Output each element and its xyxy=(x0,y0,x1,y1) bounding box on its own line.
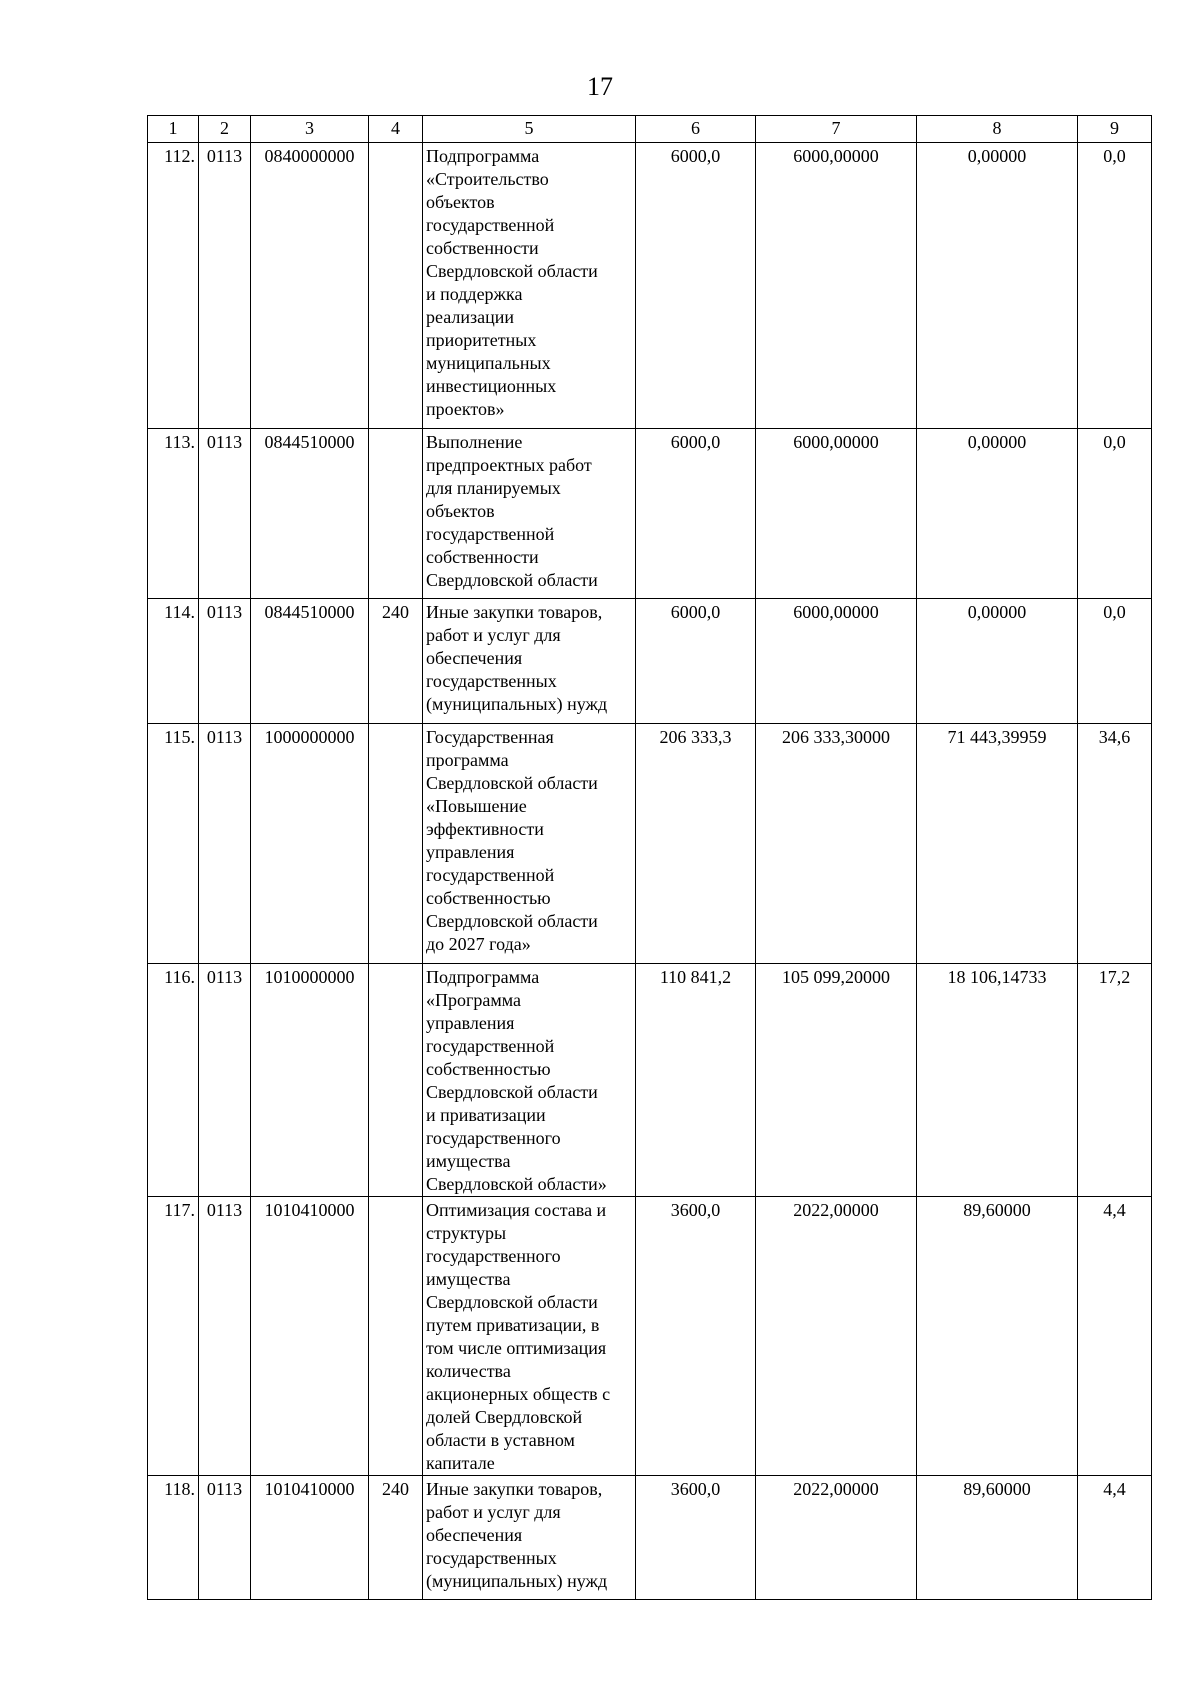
item-name xyxy=(423,724,636,964)
item-name-line: эффективности xyxy=(426,819,544,839)
value-col-6: 3600,0 xyxy=(636,1197,756,1476)
section-code: 0113 xyxy=(199,964,251,1197)
item-name-line: имущества xyxy=(426,1269,511,1289)
item-name-line: управления xyxy=(426,842,515,862)
target-code: 1010410000 xyxy=(251,1197,369,1476)
item-name-line: Свердловской области xyxy=(426,911,598,931)
col-header-2: 2 xyxy=(199,116,251,143)
item-name-line: государственной xyxy=(426,865,555,885)
item-name-line: государственного xyxy=(426,1246,561,1266)
item-name-line: «Повышение xyxy=(426,796,527,816)
row-number: 117. xyxy=(148,1197,199,1476)
expense-type-code: 240 xyxy=(369,1476,423,1600)
item-name-line: «Строительство xyxy=(426,169,549,189)
item-name-line: управления xyxy=(426,1013,515,1033)
item-name-line: (муниципальных) нужд xyxy=(426,1571,608,1591)
item-name-line: собственности xyxy=(426,547,539,567)
item-name-line: Подпрограмма xyxy=(426,967,540,987)
value-col-7: 2022,00000 xyxy=(756,1197,917,1476)
item-name-line: обеспечения xyxy=(426,648,523,668)
item-name-line: капитале xyxy=(426,1453,495,1473)
item-name-line: Свердловской области xyxy=(426,261,598,281)
item-name-line: государственной xyxy=(426,524,555,544)
item-name xyxy=(423,1476,636,1600)
value-col-9: 0,0 xyxy=(1078,599,1152,724)
item-name-line: работ и услуг для xyxy=(426,1502,561,1522)
item-name xyxy=(423,429,636,599)
value-col-9: 4,4 xyxy=(1078,1197,1152,1476)
row-number: 112. xyxy=(148,143,199,429)
target-code: 0844510000 xyxy=(251,599,369,724)
col-header-5: 5 xyxy=(423,116,636,143)
item-name-line: (муниципальных) нужд xyxy=(426,694,608,714)
item-name-line: работ и услуг для xyxy=(426,625,561,645)
item-name-line: Иные закупки товаров, xyxy=(426,1479,603,1499)
item-name-line: муниципальных xyxy=(426,353,551,373)
col-header-3: 3 xyxy=(251,116,369,143)
expense-type-code xyxy=(369,964,423,1197)
item-name-line: проектов» xyxy=(426,399,505,419)
item-name xyxy=(423,1197,636,1476)
value-col-6: 110 841,2 xyxy=(636,964,756,1197)
item-name-line: Подпрограмма xyxy=(426,146,540,166)
target-code: 0844510000 xyxy=(251,429,369,599)
section-code: 0113 xyxy=(199,143,251,429)
row-number: 116. xyxy=(148,964,199,1197)
row-number: 118. xyxy=(148,1476,199,1600)
section-code: 0113 xyxy=(199,1197,251,1476)
item-name-line: объектов xyxy=(426,501,495,521)
item-name-line: приоритетных xyxy=(426,330,537,350)
item-name-line: и поддержка xyxy=(426,284,523,304)
item-name-line: количества xyxy=(426,1361,511,1381)
section-code: 0113 xyxy=(199,599,251,724)
value-col-6: 6000,0 xyxy=(636,599,756,724)
target-code: 1010000000 xyxy=(251,964,369,1197)
value-col-6: 6000,0 xyxy=(636,429,756,599)
value-col-7: 2022,00000 xyxy=(756,1476,917,1600)
item-name-line: акционерных обществ с xyxy=(426,1384,611,1404)
value-col-7: 206 333,30000 xyxy=(756,724,917,964)
expense-type-code xyxy=(369,143,423,429)
value-col-9: 0,0 xyxy=(1078,143,1152,429)
expense-type-code xyxy=(369,724,423,964)
item-name xyxy=(423,964,636,1197)
item-name-line: «Программа xyxy=(426,990,522,1010)
header-row xyxy=(148,116,1152,143)
col-header-4: 4 xyxy=(369,116,423,143)
item-name-line: Свердловской области xyxy=(426,773,598,793)
item-name-line: Государственная xyxy=(426,727,554,747)
expense-type-code xyxy=(369,1197,423,1476)
item-name-line: Оптимизация состава и xyxy=(426,1200,607,1220)
table-row xyxy=(148,964,1152,1197)
value-col-9: 0,0 xyxy=(1078,429,1152,599)
item-name-line: государственных xyxy=(426,671,557,691)
table-row xyxy=(148,724,1152,964)
item-name-line: обеспечения xyxy=(426,1525,523,1545)
value-col-6: 6000,0 xyxy=(636,143,756,429)
item-name-line: структуры xyxy=(426,1223,507,1243)
value-col-8: 18 106,14733 xyxy=(917,964,1078,1197)
col-header-1: 1 xyxy=(148,116,199,143)
value-col-9: 4,4 xyxy=(1078,1476,1152,1600)
value-col-8: 0,00000 xyxy=(917,599,1078,724)
item-name-line: Выполнение xyxy=(426,432,523,452)
table-row xyxy=(148,1197,1152,1476)
item-name xyxy=(423,143,636,429)
value-col-7: 6000,00000 xyxy=(756,599,917,724)
value-col-8: 0,00000 xyxy=(917,143,1078,429)
item-name-line: государственной xyxy=(426,215,555,235)
table-row xyxy=(148,429,1152,599)
item-name-line: государственных xyxy=(426,1548,557,1568)
item-name-line: программа xyxy=(426,750,509,770)
value-col-8: 89,60000 xyxy=(917,1476,1078,1600)
item-name-line: и приватизации xyxy=(426,1105,546,1125)
item-name-line: реализации xyxy=(426,307,514,327)
table-row xyxy=(148,599,1152,724)
item-name-line: для планируемых xyxy=(426,478,561,498)
item-name-line: собственности xyxy=(426,238,539,258)
item-name-line: Иные закупки товаров, xyxy=(426,602,603,622)
value-col-7: 105 099,20000 xyxy=(756,964,917,1197)
item-name-line: объектов xyxy=(426,192,495,212)
item-name-line: предпроектных работ xyxy=(426,455,592,475)
item-name-line: Свердловской области xyxy=(426,1082,598,1102)
col-header-9: 9 xyxy=(1078,116,1152,143)
item-name xyxy=(423,599,636,724)
value-col-7: 6000,00000 xyxy=(756,143,917,429)
value-col-9: 17,2 xyxy=(1078,964,1152,1197)
item-name-line: инвестиционных xyxy=(426,376,557,396)
item-name-line: имущества xyxy=(426,1151,511,1171)
page-number: 17 xyxy=(587,72,613,101)
item-name-line: Свердловской области xyxy=(426,1292,598,1312)
value-col-9: 34,6 xyxy=(1078,724,1152,964)
item-name-line: путем приватизации, в xyxy=(426,1315,600,1335)
item-name-line: государственной xyxy=(426,1036,555,1056)
target-code: 1000000000 xyxy=(251,724,369,964)
table-row xyxy=(148,143,1152,429)
item-name-line: том числе оптимизация xyxy=(426,1338,607,1358)
item-name-line: долей Свердловской xyxy=(426,1407,583,1427)
item-name-line: Свердловской области xyxy=(426,570,598,590)
table-row xyxy=(148,1476,1152,1600)
section-code: 0113 xyxy=(199,1476,251,1600)
item-name-line: Свердловской области» xyxy=(426,1174,607,1194)
col-header-8: 8 xyxy=(917,116,1078,143)
item-name-line: собственностью xyxy=(426,1059,551,1079)
row-number: 113. xyxy=(148,429,199,599)
expense-type-code xyxy=(369,429,423,599)
row-number: 114. xyxy=(148,599,199,724)
value-col-6: 206 333,3 xyxy=(636,724,756,964)
value-col-8: 0,00000 xyxy=(917,429,1078,599)
item-name-line: до 2027 года» xyxy=(426,934,531,954)
item-name-line: государственного xyxy=(426,1128,561,1148)
budget-table xyxy=(147,115,1152,1600)
value-col-8: 89,60000 xyxy=(917,1197,1078,1476)
value-col-6: 3600,0 xyxy=(636,1476,756,1600)
section-code: 0113 xyxy=(199,429,251,599)
item-name-line: области в уставном xyxy=(426,1430,575,1450)
value-col-7: 6000,00000 xyxy=(756,429,917,599)
expense-type-code: 240 xyxy=(369,599,423,724)
target-code: 0840000000 xyxy=(251,143,369,429)
target-code: 1010410000 xyxy=(251,1476,369,1600)
col-header-6: 6 xyxy=(636,116,756,143)
row-number: 115. xyxy=(148,724,199,964)
item-name-line: собственностью xyxy=(426,888,551,908)
value-col-8: 71 443,39959 xyxy=(917,724,1078,964)
section-code: 0113 xyxy=(199,724,251,964)
col-header-7: 7 xyxy=(756,116,917,143)
